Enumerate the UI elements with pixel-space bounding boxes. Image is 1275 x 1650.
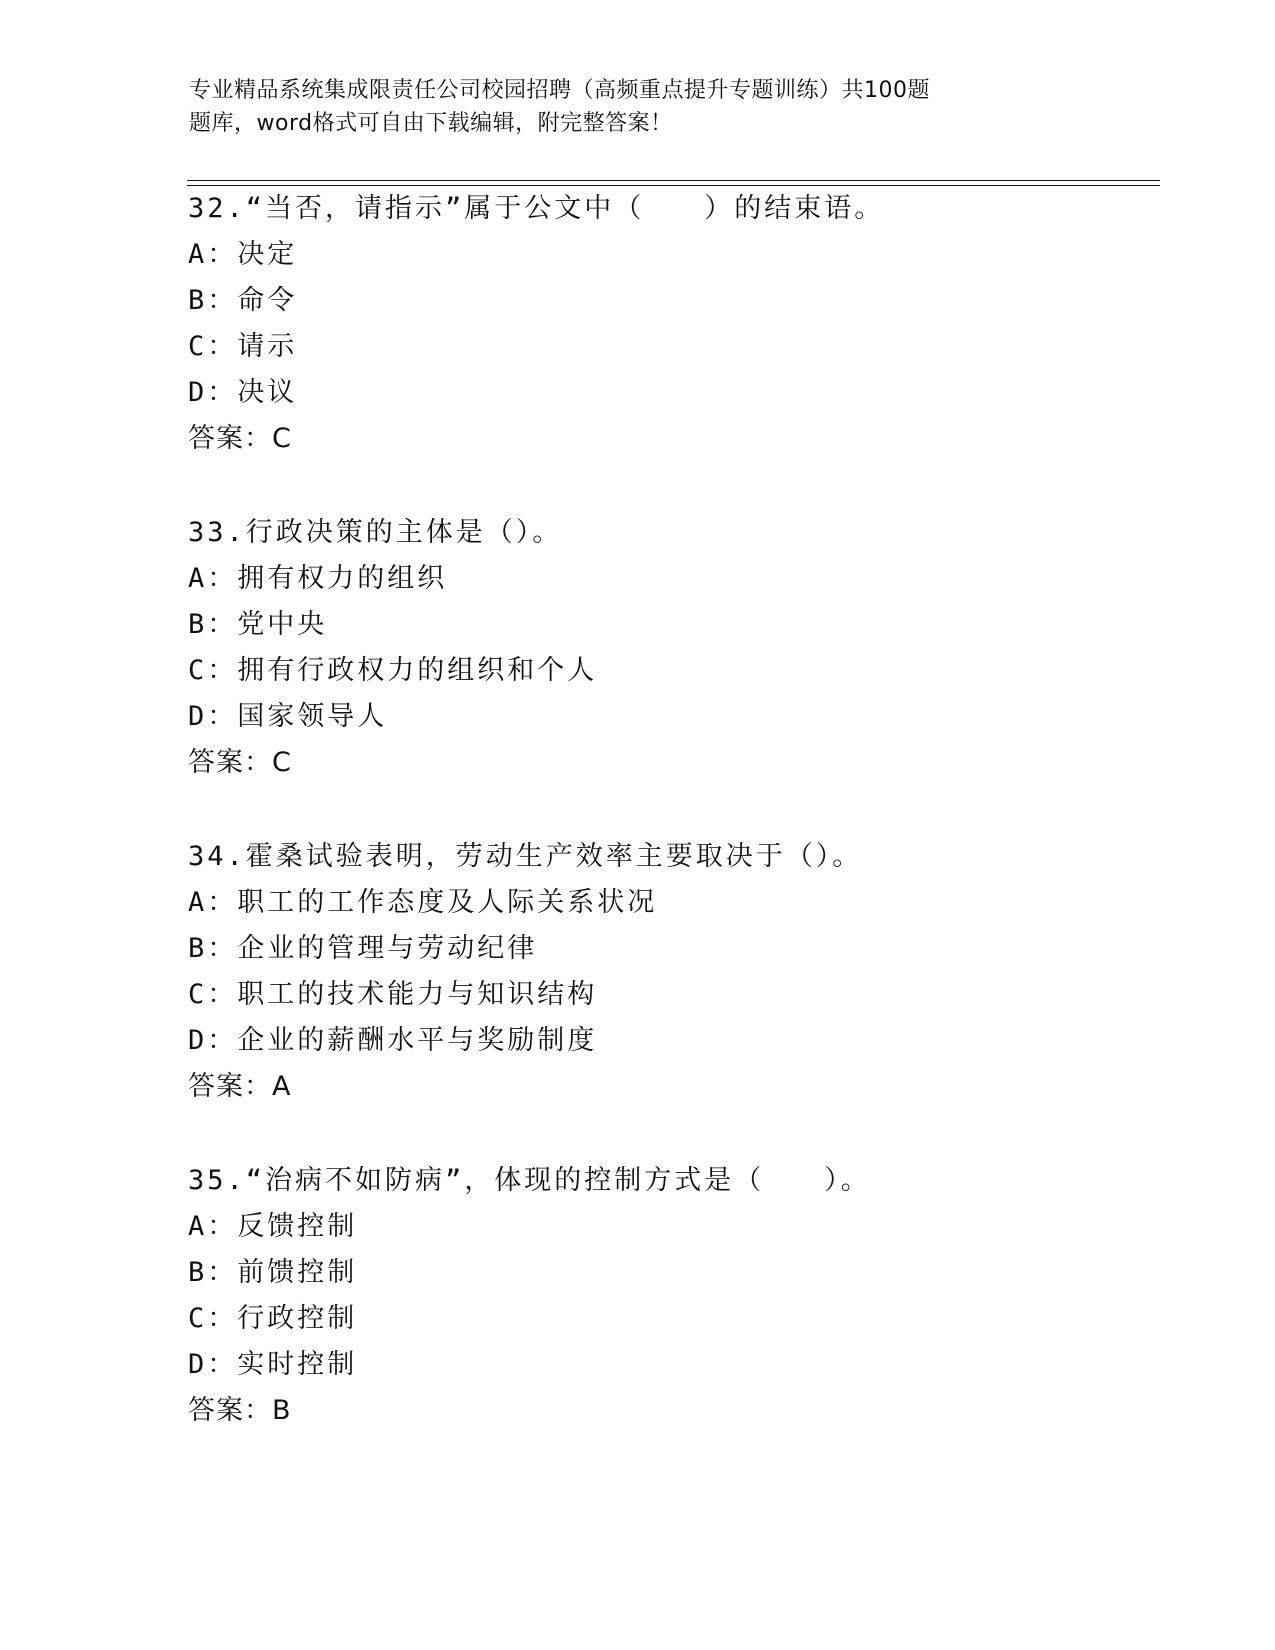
option-b: B：前馈控制 <box>188 1257 358 1288</box>
option-c: C：请示 <box>188 331 298 362</box>
answer-line: 答案：B <box>188 1395 292 1426</box>
question-stem: 34.霍桑试验表明，劳动生产效率主要取决于（）。 <box>188 841 863 872</box>
answer-line: 答案：C <box>188 747 292 778</box>
option-c: C：行政控制 <box>188 1303 358 1334</box>
question-stem: 33.行政决策的主体是（）。 <box>188 517 563 548</box>
option-d: D：国家领导人 <box>188 701 388 732</box>
question-35 <box>188 1158 1148 1434</box>
question-34 <box>188 834 1148 1110</box>
header-divider-top <box>187 180 1160 181</box>
answer-line: 答案：A <box>188 1071 292 1102</box>
option-a: A：决定 <box>188 239 298 270</box>
header-line-1: 专业精品系统集成限责任公司校园招聘（高频重点提升专题训练）共100题 <box>189 78 930 103</box>
header-line-2: 题库，word格式可自由下载编辑，附完整答案！ <box>189 111 673 136</box>
answer-line: 答案：C <box>188 423 292 454</box>
option-a: A：职工的工作态度及人际关系状况 <box>188 887 658 918</box>
document-header <box>189 74 1019 140</box>
option-b: B：企业的管理与劳动纪律 <box>188 933 538 964</box>
question-32 <box>188 186 1148 462</box>
question-stem: 32.“当否，请指示”属于公文中（ ）的结束语。 <box>188 193 885 224</box>
option-d: D：实时控制 <box>188 1349 358 1380</box>
option-b: B：命令 <box>188 285 298 316</box>
question-stem: 35.“治病不如防病”，体现的控制方式是（ ）。 <box>188 1165 871 1196</box>
option-d: D：企业的薪酬水平与奖励制度 <box>188 1025 598 1056</box>
option-d: D：决议 <box>188 377 298 408</box>
option-a: A：反馈控制 <box>188 1211 358 1242</box>
question-33 <box>188 510 1148 786</box>
option-b: B：党中央 <box>188 609 328 640</box>
option-c: C：拥有行政权力的组织和个人 <box>188 655 598 686</box>
question-list <box>188 186 1148 1482</box>
option-c: C：职工的技术能力与知识结构 <box>188 979 598 1010</box>
option-a: A：拥有权力的组织 <box>188 563 448 594</box>
